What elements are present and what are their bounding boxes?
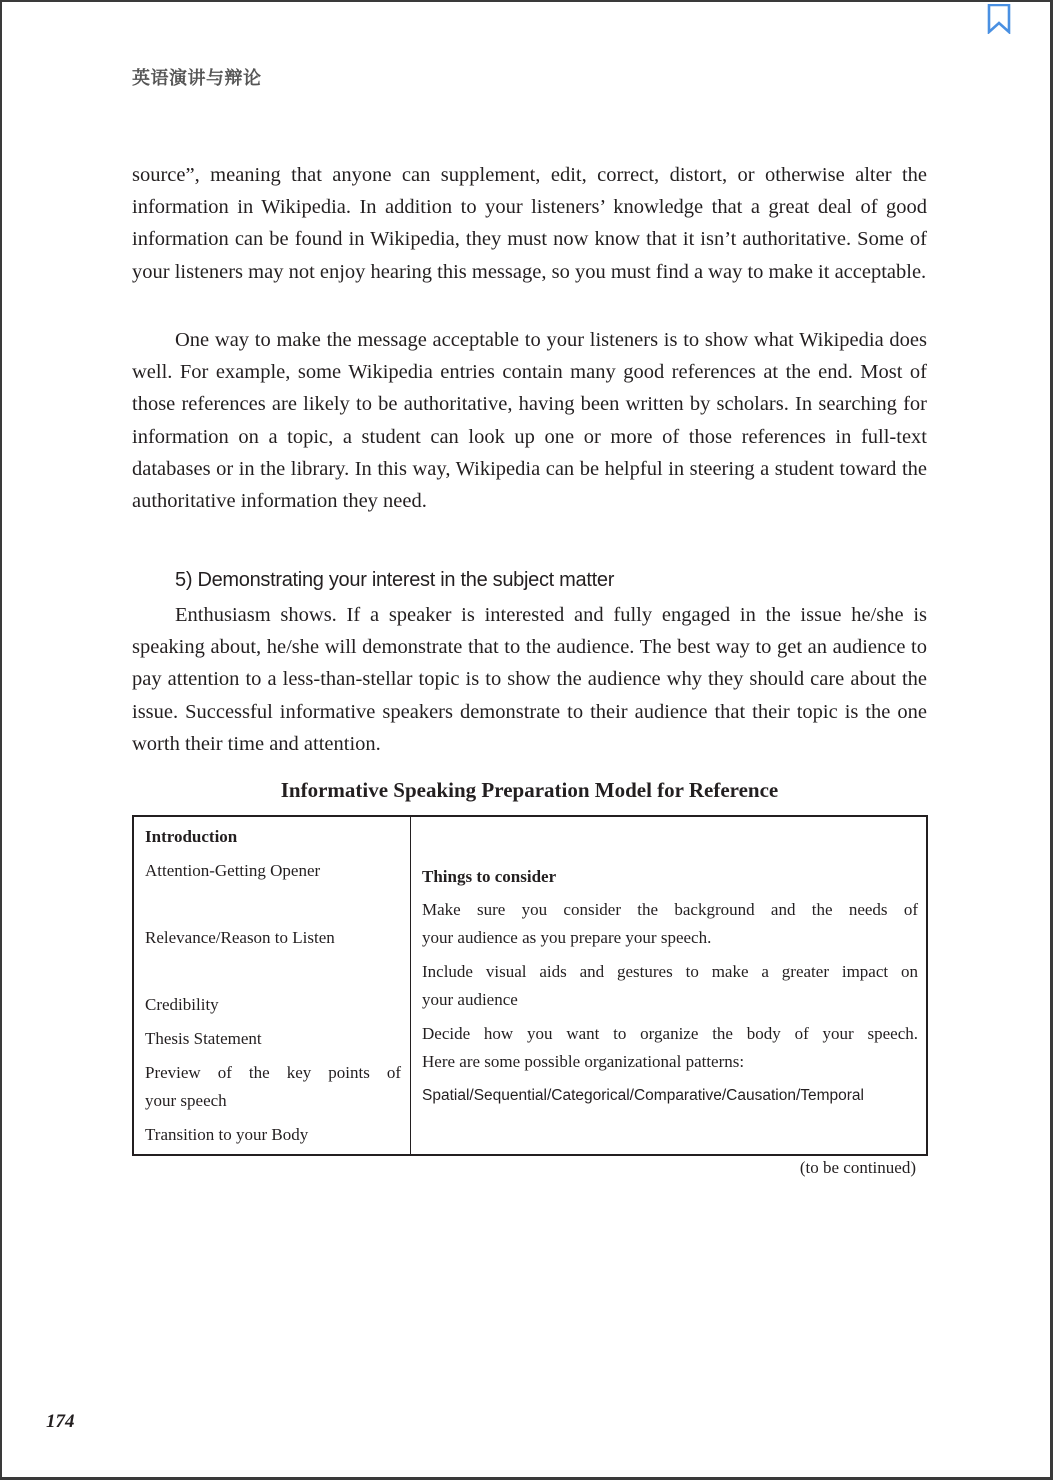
bookmark-icon[interactable] (987, 4, 1011, 34)
table-title: Informative Speaking Preparation Model for Reference (280, 778, 779, 802)
table-cell: Credibility (145, 995, 219, 1014)
running-head-title: 英语演讲与辩论 (132, 68, 262, 89)
page-number: 174 (46, 1411, 75, 1432)
paragraph-text: source”, meaning that anyone can supplement, edit, correct, distort, or otherwise alter the information in Wikipedia. In addition to your listeners’ knowledge that a great deal of good information can be found in Wikipedia, they must now know that it isn’t authoritative. Some of your listeners may not enjoy hearing this message, so you must find a way to make it acceptable. (132, 164, 927, 283)
table-cell: Thesis Statement (145, 1029, 262, 1048)
table-left-column (134, 817, 411, 1154)
table-cell: Preview of the key points of (145, 1063, 401, 1082)
left-column-heading: Introduction (145, 827, 238, 846)
continued-note: (to be continued) (799, 1158, 916, 1177)
table-cell: your audience as you prepare your speech. (422, 928, 712, 947)
table-cell: Transition to your Body (145, 1125, 309, 1144)
organizational-patterns: Spatial/Sequential/Categorical/Comparative/Causation/Temporal (422, 1087, 864, 1104)
body-paragraph (132, 599, 927, 760)
table-right-column (411, 817, 926, 1154)
table-cell: Include visual aids and gestures to make a greater impact on (422, 962, 918, 981)
table-cell: your audience (422, 990, 518, 1009)
paragraph-text: One way to make the message acceptable to your listeners is to show what Wikipedia does well. For example, some Wikipedia entries contain many good references at the end. Most of those references are likely to be authoritative, having been written by scholars. In searching for information on a topic, a student can look up one or more of those references in full-text databases or in the library. In this way, Wikipedia can be helpful in steering a student toward the authoritative information they need. (132, 329, 927, 513)
section-heading: 5) Demonstrating your interest in the subject matter (175, 569, 615, 591)
table-cell: Here are some possible organizational patterns: (422, 1052, 745, 1071)
preparation-model-table (132, 815, 928, 1156)
table-cell: your speech (145, 1091, 227, 1110)
paragraph-text: Enthusiasm shows. If a speaker is interested and fully engaged in the issue he/she is speaking about, he/she will demonstrate that to the audience. The best way to get an audience to pay attention to a less-than-stellar topic is to show the audience why they should care about the issue. Successful informative speakers demonstrate to their audience that their topic is the one worth their time and attention. (132, 604, 927, 755)
table-cell: Relevance/Reason to Listen (145, 928, 335, 947)
body-paragraph (132, 324, 927, 517)
right-column-heading: Things to consider (422, 867, 557, 886)
table-cell: Attention-Getting Opener (145, 861, 321, 880)
table-cell: Decide how you want to organize the body of your speech. (422, 1024, 918, 1043)
body-paragraph (132, 159, 927, 288)
table-cell: Make sure you consider the background and the needs of (422, 900, 918, 919)
